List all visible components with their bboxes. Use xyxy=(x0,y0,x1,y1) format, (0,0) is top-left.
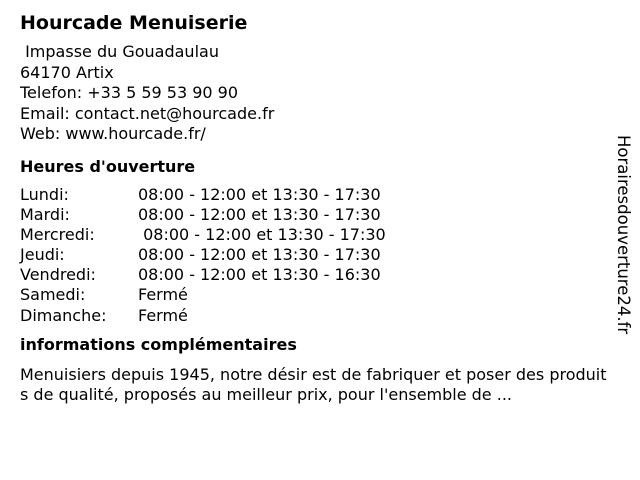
address-street: Impasse du Gouadaulau xyxy=(20,42,219,61)
web-line: Web: www.hourcade.fr/ xyxy=(20,124,206,143)
address-city: 64170 Artix xyxy=(20,62,114,82)
info-description: Menuisiers depuis 1945, notre désir est de fabriquer et poser des produits de qualité, proposés au meilleur prix, pour l'ensemble de ... xyxy=(20,364,607,405)
day-label: Mardi: xyxy=(20,204,70,224)
day-hours: 08:00 - 12:00 et 13:30 - 17:30 xyxy=(138,245,381,265)
hours-row-vendredi xyxy=(20,265,610,285)
email-line: Email: contact.net@hourcade.fr xyxy=(20,103,275,123)
hours-heading: Heures d'ouverture xyxy=(20,156,196,176)
business-name: Hourcade Menuiserie xyxy=(20,12,248,34)
hours-row-lundi xyxy=(20,185,610,205)
phone-line: Telefon: +33 5 59 53 90 90 xyxy=(20,83,239,102)
hours-row-samedi xyxy=(20,285,610,305)
hours-row-jeudi xyxy=(20,245,610,265)
hours-row-mercredi xyxy=(20,225,610,245)
business-card xyxy=(20,10,610,406)
day-hours: 08:00 - 12:00 et 13:30 - 17:30 xyxy=(138,184,381,204)
hours-row-dimanche xyxy=(20,306,610,326)
info-heading: informations complémentaires xyxy=(20,334,297,354)
day-label: Dimanche: xyxy=(20,305,107,325)
hours-table xyxy=(20,185,610,326)
watermark-text: Horairesdouverture24.fr xyxy=(614,135,633,335)
day-hours: Fermé xyxy=(138,305,188,325)
day-label: Samedi: xyxy=(20,285,86,305)
day-label: Lundi: xyxy=(20,184,69,204)
day-label: Vendredi: xyxy=(20,265,96,285)
day-hours: 08:00 - 12:00 et 13:30 - 17:30 xyxy=(138,224,386,244)
contact-block xyxy=(20,42,610,145)
hours-row-mardi xyxy=(20,205,610,225)
day-hours: 08:00 - 12:00 et 13:30 - 16:30 xyxy=(138,265,381,285)
day-label: Mercredi: xyxy=(20,224,95,244)
day-hours: 08:00 - 12:00 et 13:30 - 17:30 xyxy=(138,204,381,224)
day-hours: Fermé xyxy=(138,285,188,305)
day-label: Jeudi: xyxy=(20,245,65,265)
